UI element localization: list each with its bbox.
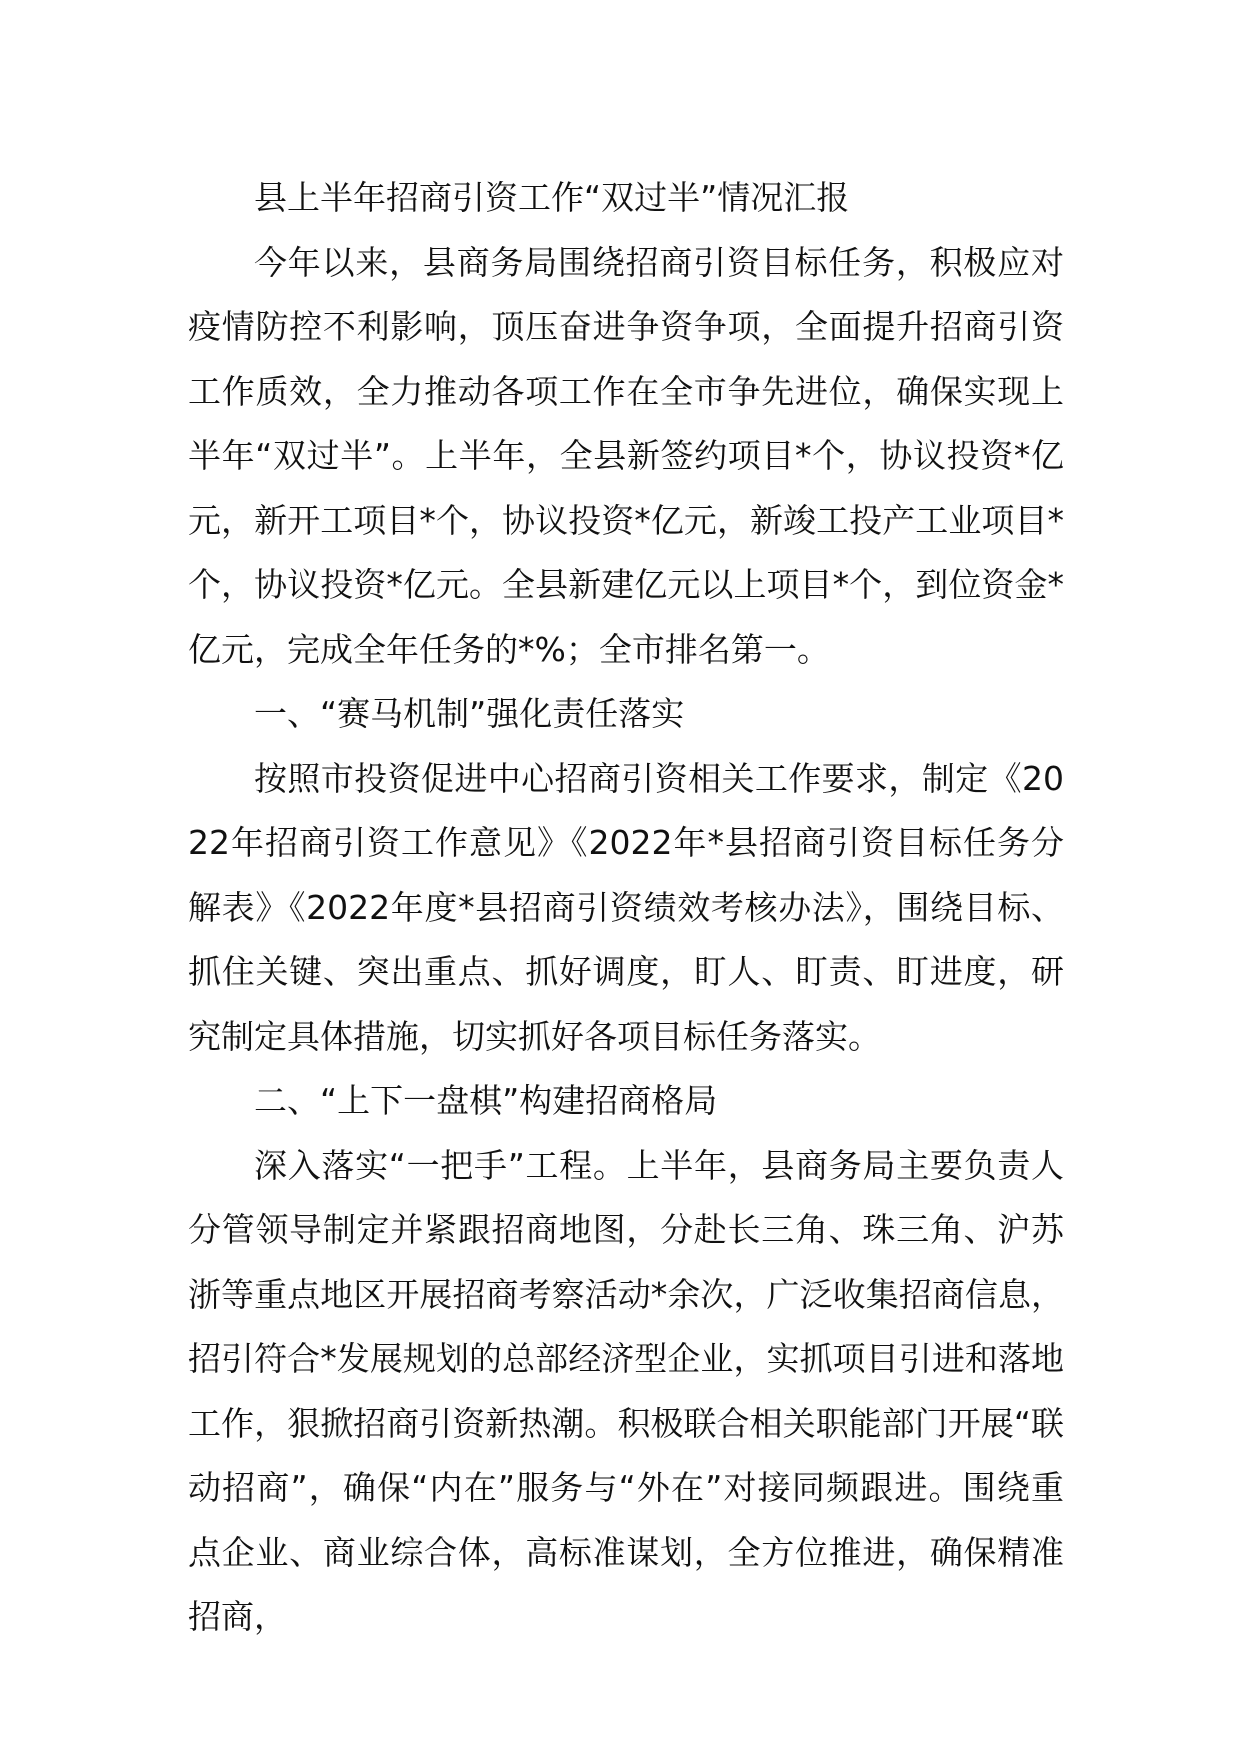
section-1-paragraph: 按照市投资促进中心招商引资相关工作要求，制定《2022年招商引资工作意见》《2022年*县招商引资目标任务分解表》《2022年度*县招商引资绩效考核办法》，围绕目标、抓住关键、突出重点、抓好调度，盯人、盯责、盯进度，研究制定具体措施，切实抓好各项目标任务落实。 <box>188 758 1064 1056</box>
section-2-paragraph: 深入落实“一把手”工程。上半年，县商务局主要负责人分管领导制定并紧跟招商地图，分赴长三角、珠三角、沪苏浙等重点地区开展招商考察活动*余次，广泛收集招商信息，招引符合*发展规划的总部经济型企业，实抓项目引进和落地工作，狠掀招商引资新热潮。积极联合相关职能部门开展“联动招商”，确保“内在”服务与“外在”对接同频跟进。围绕重点企业、商业综合体，高标准谋划，全方位推进，确保精准招商， <box>188 1145 1064 1636</box>
document-title: 县上半年招商引资工作“双过半”情况汇报 <box>254 178 850 217</box>
section-2-heading: 二、“上下一盘棋”构建招商格局 <box>254 1081 718 1120</box>
intro-paragraph: 今年以来，县商务局围绕招商引资目标任务，积极应对疫情防控不利影响，顶压奋进争资争项，全面提升招商引资工作质效，全力推动各项工作在全市争先进位，确保实现上半年“双过半”。上半年，全县新签约项目*个，协议投资*亿元，新开工项目*个，协议投资*亿元，新竣工投产工业项目*个，协议投资*亿元。全县新建亿元以上项目*个，到位资金*亿元，完成全年任务的*%；全市排名第一。 <box>188 242 1064 669</box>
document-body <box>188 166 1064 1650</box>
section-1-heading: 一、“赛马机制”强化责任落实 <box>254 694 685 733</box>
